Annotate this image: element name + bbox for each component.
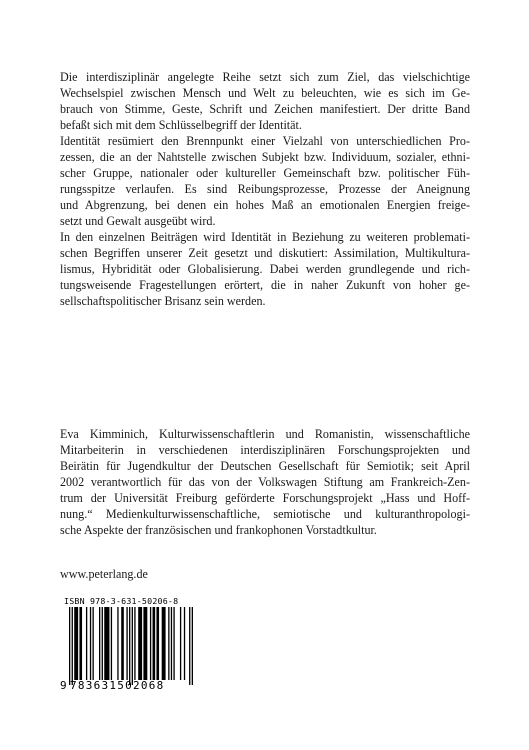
barcode-bar <box>189 607 190 685</box>
barcode-bar <box>138 607 142 680</box>
description-line: lismus, Hybridität oder Globalisierung. Dabei werden grundlegende und rich- <box>60 262 470 276</box>
description-line: setzt und Gewalt ausgeübt wird. <box>60 214 216 228</box>
bio-line: trum der Universität Freiburg geförderte Forschungsprojekt „Hass und Hoff- <box>60 491 470 505</box>
ean-digits: 783631502068 <box>70 679 165 692</box>
barcode-bar <box>121 607 124 680</box>
isbn-barcode <box>60 596 194 692</box>
description-line: brauch von Stimme, Geste, Schrift und Zeichen manifestiert. Der dritte Band <box>60 102 470 116</box>
barcode-bar <box>72 607 73 685</box>
barcode-bar <box>117 607 118 680</box>
barcode-bar <box>111 607 112 680</box>
barcode-bar <box>69 607 70 685</box>
description-line: Wechselspiel zwischen Mensch und Welt zu beleuchten, wie es sich im Ge- <box>60 86 470 100</box>
description-line: und Abgrenzung, bei denen ein hohes Maß an emotionalen Energien freige- <box>60 198 470 212</box>
bio-line: sche Aspekte der französischen und frankophonen Vorstadtkultur. <box>60 523 377 537</box>
barcode-bar <box>126 607 127 680</box>
bio-line: Mitarbeiterin in verschiedenen interdisziplinären Forschungsprojekten und <box>60 443 470 457</box>
description-line: schen Begriffen unserer Zeit gesetzt und diskutiert: Assimilation, Multikultura- <box>60 246 470 260</box>
ean-first-digit: 9 <box>60 679 67 692</box>
description-line: Identität resümiert den Brennpunkt einer Vielzahl von unterschiedlichen Pro- <box>60 134 470 148</box>
description-line: tungsweisende Fragestellungen erörtert, die in naher Zukunft von hoher ge- <box>60 278 470 292</box>
barcode-bar <box>90 607 91 680</box>
barcode-bar <box>171 607 172 680</box>
description-line: rungsspitze verlaufen. Es sind Reibungsprozesse, Prozesse der Aneignung <box>60 182 470 196</box>
barcode-bar <box>134 607 135 680</box>
description-line: scher Gruppe, nationaler oder kultureller Gemeinschaft bzw. politischer Füh- <box>60 166 470 180</box>
bio-line: Beirätin für Jugendkultur der Deutschen Gesellschaft für Semiotik; seit April <box>60 459 470 473</box>
barcode-bar <box>86 607 87 680</box>
description-line: In den einzelnen Beiträgen wird Identität in Beziehung zu weiteren problemati- <box>60 230 470 244</box>
description-line: sellschaftspolitischer Brisanz sein werden. <box>60 294 266 308</box>
description-line: Die interdisziplinär angelegte Reihe setzt sich zum Ziel, das vielschichtige <box>60 70 470 84</box>
barcode-bar <box>129 607 130 685</box>
barcode-bars <box>60 596 194 692</box>
bio-line: 2002 verantwortlich für das von der Volkswagen Stiftung am Frankreich-Zen- <box>60 475 470 489</box>
barcode-bar <box>79 607 82 680</box>
publisher-website: www.peterlang.de <box>60 567 148 581</box>
bio-line: nung.“ Medienkulturwissenschaftliche, semiotische und kulturanthropologi- <box>60 507 470 521</box>
description-line: befaßt sich mit dem Schlüsselbegriff der Identität. <box>60 118 302 132</box>
barcode-bar <box>192 607 193 685</box>
isbn-label: ISBN 978-3-631-50206-8 <box>64 596 179 606</box>
barcode-bar <box>150 607 151 680</box>
barcode-bar <box>156 607 159 680</box>
barcode-bar <box>99 607 100 680</box>
barcode-bar <box>173 607 174 680</box>
barcode-bar <box>168 607 169 680</box>
barcode-bar <box>102 607 103 680</box>
barcode-bar <box>162 607 166 680</box>
barcode-bar <box>184 607 185 680</box>
barcode-bar <box>153 607 156 680</box>
description-line: zessen, die an der Nahtstelle zwischen Subjekt bzw. Individuum, sozialer, ethni- <box>60 150 470 164</box>
barcode-bar <box>92 607 93 680</box>
barcode-bar <box>132 607 133 685</box>
barcode-bar <box>143 607 147 680</box>
barcode-bar <box>74 607 78 680</box>
barcode-bar <box>180 607 181 680</box>
barcode-bar <box>104 607 109 680</box>
bio-line: Eva Kimminich, Kulturwissenschaftlerin und Romanistin, wissenschaftliche <box>60 427 470 441</box>
